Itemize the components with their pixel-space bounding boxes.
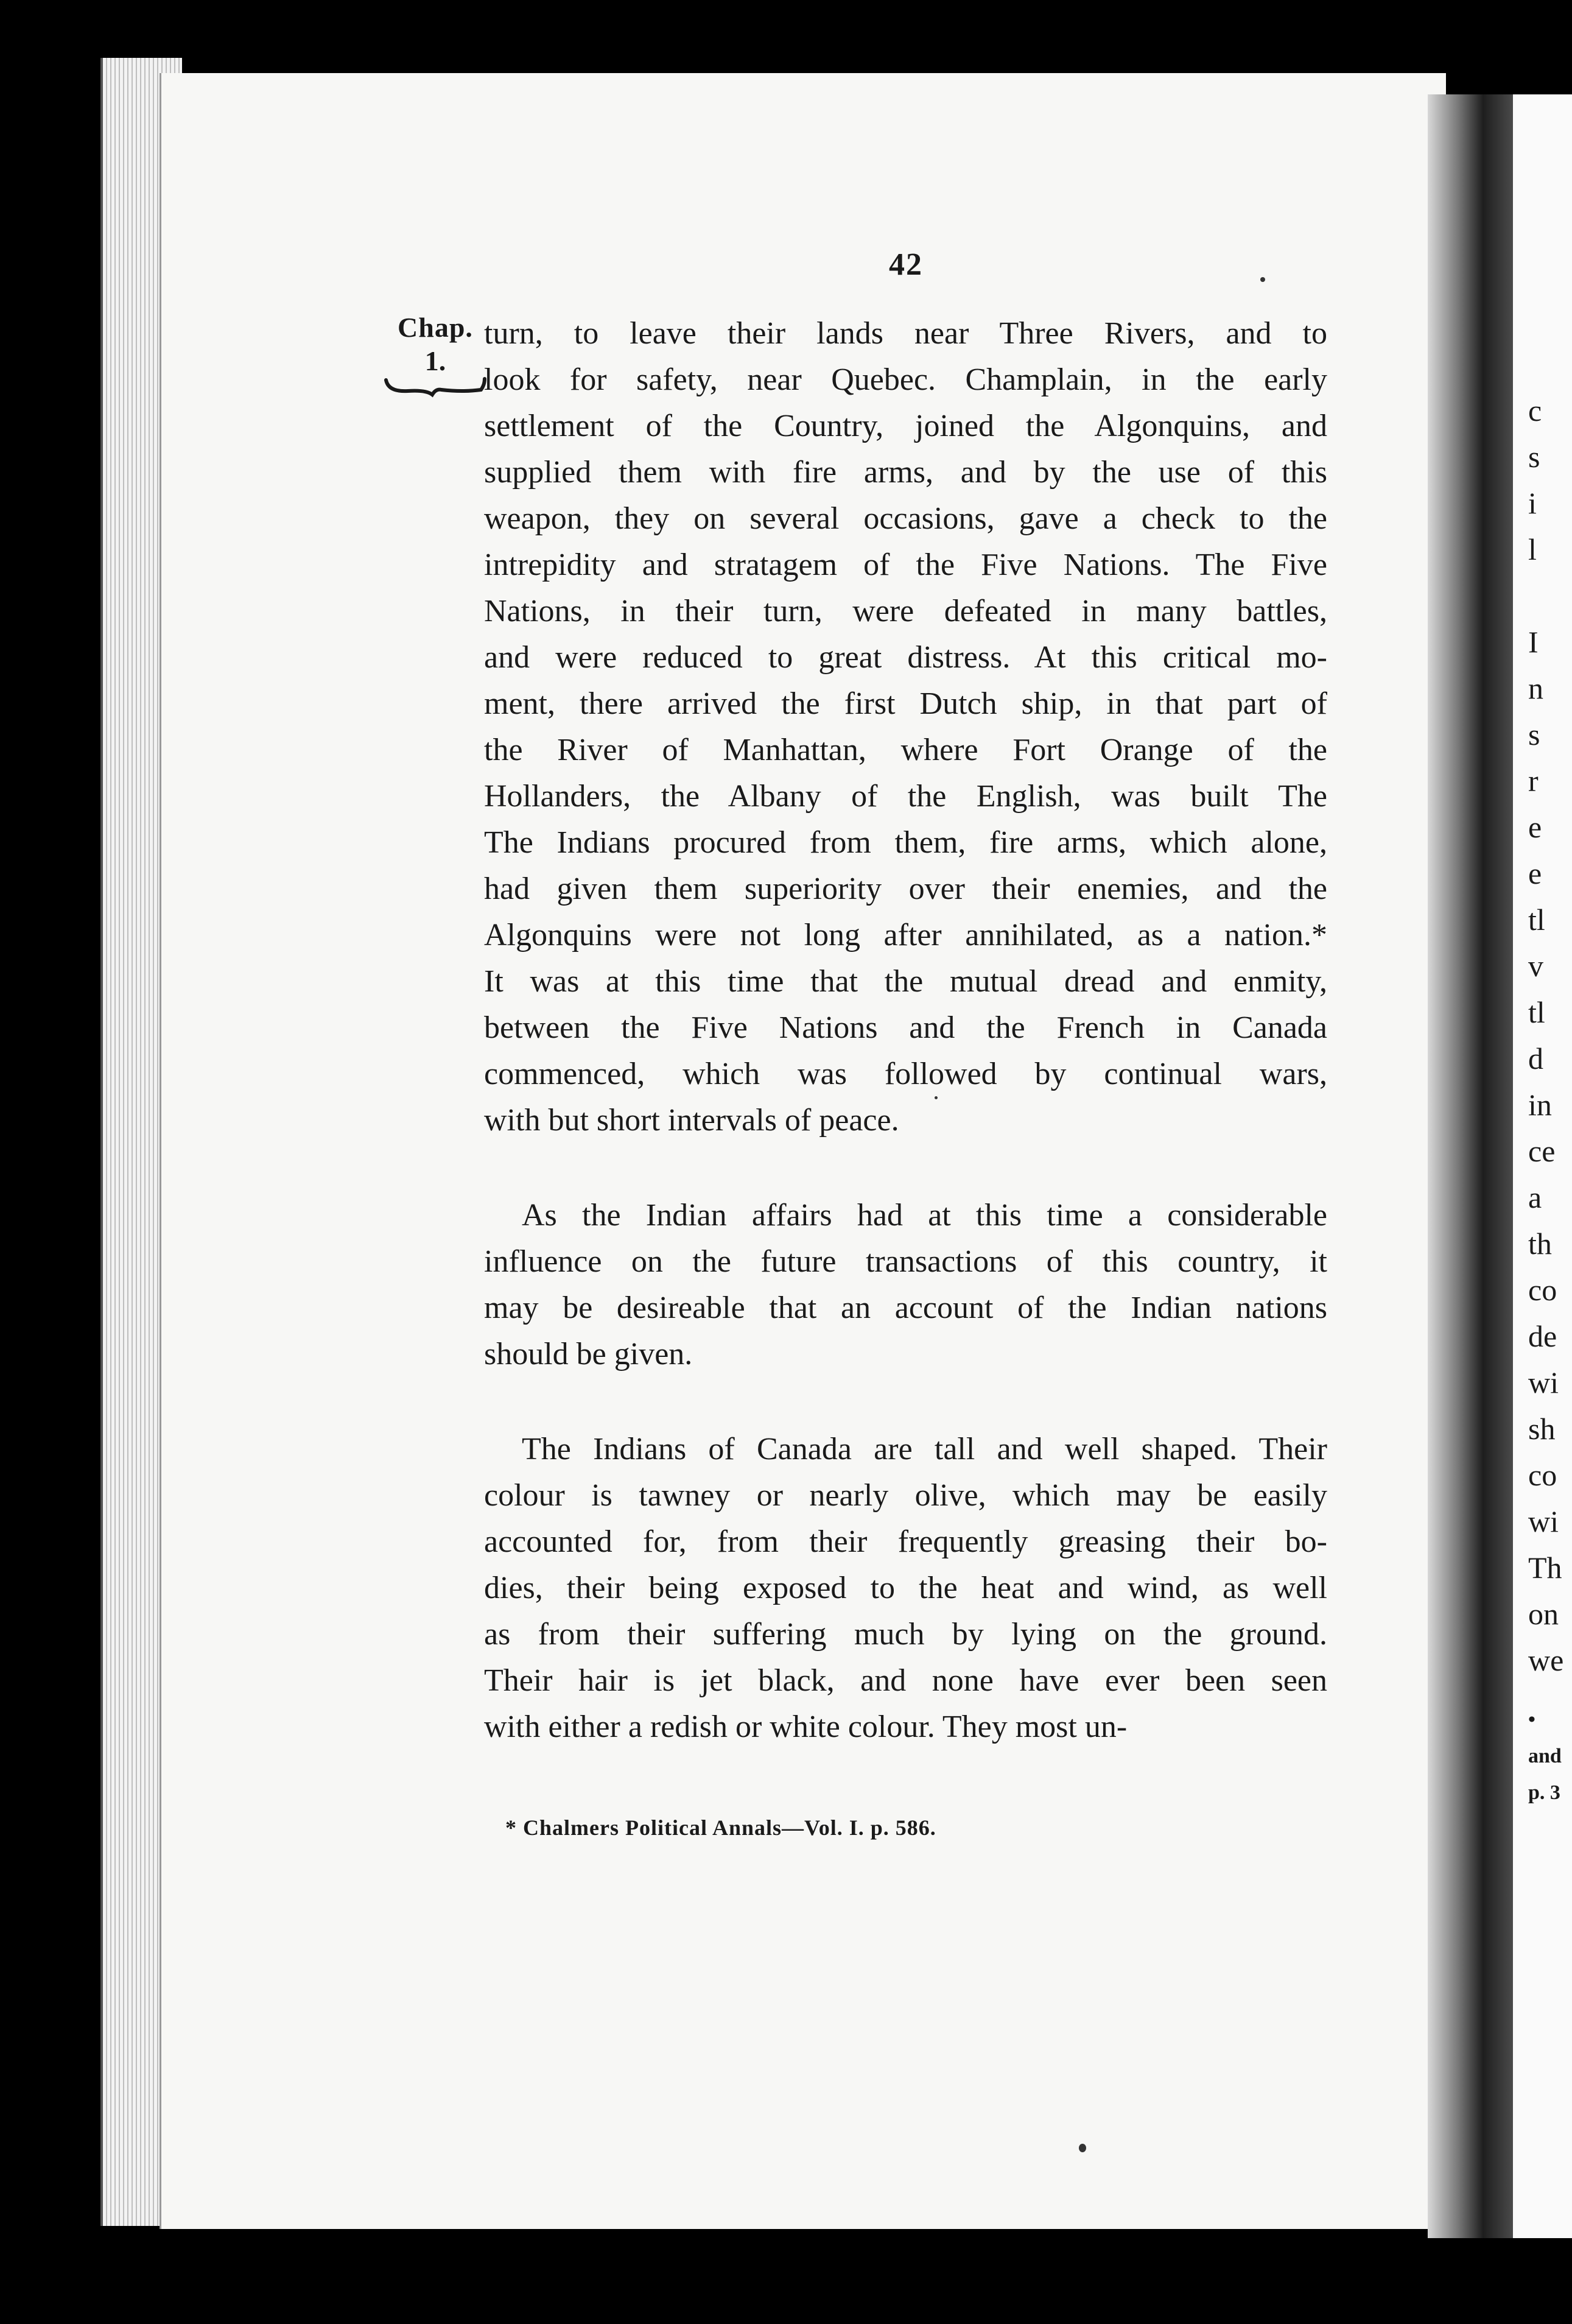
facing-fragment: in — [1528, 1088, 1552, 1122]
text-line: commenced, which was followed by continual wars, — [484, 1057, 1327, 1091]
chapter-number: 1. — [424, 345, 446, 376]
page-number: 42 — [889, 247, 923, 282]
facing-fragment: we — [1528, 1643, 1564, 1677]
text-line: The Indians of Canada are tall and well shaped. Their — [522, 1432, 1327, 1467]
text-line: may be desireable that an account of the Indian nations — [484, 1291, 1327, 1325]
facing-fragment: l — [1528, 532, 1537, 566]
text-line: As the Indian affairs had at this time a considerable — [522, 1198, 1327, 1233]
text-line: intrepidity and stratagem of the Five Nations. The Five — [484, 548, 1327, 582]
facing-fragment: v — [1528, 949, 1543, 983]
ink-speck — [1260, 277, 1265, 282]
facing-fragment: de — [1528, 1319, 1557, 1353]
text-line: influence on the future transactions of this country, it — [484, 1244, 1327, 1279]
facing-fragment: sh — [1528, 1412, 1556, 1446]
text-line: ment, there arrived the first Dutch ship, in that part of — [484, 686, 1327, 721]
facing-foot-line: • — [1528, 1708, 1535, 1731]
facing-fragment: r — [1528, 764, 1539, 798]
text-line: colour is tawney or nearly olive, which may be easily — [484, 1478, 1327, 1513]
text-line: as from their suffering much by lying on the ground. — [484, 1617, 1327, 1652]
text-line: Hollanders, the Albany of the English, was built The — [484, 779, 1327, 814]
text-line: The Indians procured from them, fire arms, which alone, — [484, 825, 1327, 860]
footnote: * Chalmers Political Annals—Vol. I. p. 586. — [505, 1815, 936, 1840]
facing-fragment: wi — [1528, 1365, 1559, 1400]
text-line: weapon, they on several occasions, gave a check to the — [484, 501, 1327, 536]
facing-fragment — [1528, 572, 1572, 619]
text-line: should be given. — [484, 1337, 693, 1372]
text-line: dies, their being exposed to the heat and wind, as well — [484, 1571, 1327, 1605]
paragraph-gap — [484, 1144, 1327, 1192]
facing-fragment: ce — [1528, 1134, 1556, 1168]
text-line: Their hair is jet black, and none have ever been seen — [484, 1663, 1327, 1698]
text-line: It was at this time that the mutual dread and enmity, — [484, 964, 1327, 999]
text-line: turn, to leave their lands near Three Rivers, and to — [484, 316, 1327, 351]
facing-fragment: c — [1528, 393, 1542, 428]
paragraph-gap — [484, 1378, 1327, 1426]
facing-fragment: a — [1528, 1180, 1542, 1214]
text-line: had given them superiority over their enemies, and the — [484, 872, 1327, 906]
facing-fragment: s — [1528, 440, 1540, 474]
facing-fragment: e — [1528, 856, 1542, 890]
text-line: look for safety, near Quebec. Champlain, in the early — [484, 362, 1327, 397]
text-line: accounted for, from their frequently greasing their bo- — [484, 1524, 1327, 1559]
brace-ornament-icon — [384, 374, 487, 398]
text-line: with but short intervals of peace. — [484, 1103, 899, 1138]
facing-fragment: e — [1528, 810, 1542, 844]
facing-fragment: tl — [1528, 903, 1545, 937]
facing-fragment: co — [1528, 1458, 1557, 1492]
text-line: between the Five Nations and the French in Canada — [484, 1010, 1327, 1045]
text-line: settlement of the Country, joined the Algonquins, and — [484, 409, 1327, 443]
text-line: and were reduced to great distress. At this critical mo- — [484, 640, 1327, 675]
facing-fragment: I — [1528, 625, 1539, 659]
book-gutter — [1428, 94, 1513, 2238]
ink-speck — [1079, 2144, 1086, 2152]
ink-speck — [935, 1096, 938, 1099]
facing-page-text — [1528, 341, 1572, 1683]
facing-fragment — [1528, 341, 1572, 387]
facing-foot-line: and — [1528, 1745, 1562, 1767]
body-text — [484, 311, 1327, 1750]
facing-fragment: s — [1528, 717, 1540, 752]
chapter-side-note — [381, 309, 490, 398]
text-line: Nations, in their turn, were defeated in many battles, — [484, 594, 1327, 629]
facing-fragment: d — [1528, 1041, 1543, 1076]
facing-fragment: Th — [1528, 1551, 1562, 1585]
facing-fragment: wi — [1528, 1504, 1559, 1538]
text-line: Algonquins were not long after annihilated, as a nation.* — [484, 918, 1327, 952]
facing-fragment: co — [1528, 1273, 1557, 1307]
facing-fragment: th — [1528, 1227, 1552, 1261]
text-line: the River of Manhattan, where Fort Orange of the — [484, 733, 1327, 767]
facing-foot-line: p. 3 — [1528, 1781, 1560, 1804]
facing-fragment: n — [1528, 671, 1543, 705]
facing-fragment: i — [1528, 486, 1537, 520]
text-line: supplied them with fire arms, and by the use of this — [484, 455, 1327, 490]
chapter-label: Chap. — [398, 312, 473, 343]
text-line: with either a redish or white colour. They most un- — [484, 1710, 1128, 1744]
facing-fragment: on — [1528, 1597, 1559, 1631]
facing-fragment: tl — [1528, 995, 1545, 1029]
